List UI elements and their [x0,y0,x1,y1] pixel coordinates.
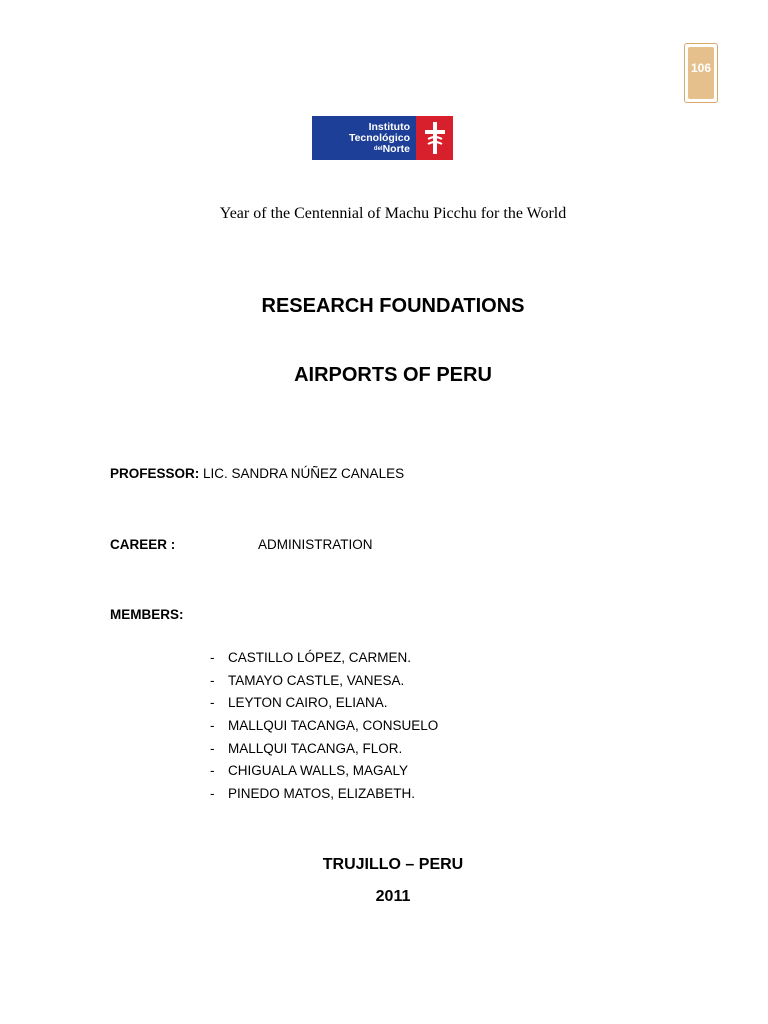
list-item: - PINEDO MATOS, ELIZABETH. [210,786,416,802]
list-item: - TAMAYO CASTLE, VANESA. [210,672,405,688]
list-item: - MALLQUI TACANGA, CONSUELO [210,718,439,734]
career-label: CAREER : [110,537,176,552]
document-topic: AIRPORTS OF PERU [294,364,492,386]
professor-field [110,466,404,481]
career-value: ADMINISTRATION [258,537,373,552]
page-number-badge [684,43,718,103]
list-item: - CASTILLO LÓPEZ, CARMEN. [210,650,412,665]
list-item: - LEYTON CAIRO, ELIANA. [210,695,388,711]
members-list [210,650,438,809]
logo-line-3-main: Norte [382,143,410,155]
list-item: - MALLQUI TACANGA, FLOR. [210,740,403,756]
footer-year: 2011 [375,888,411,905]
cross-emblem-icon [416,116,453,160]
list-item: - CHIGUALA WALLS, MAGALY [210,763,409,779]
logo-line-3-prefix: del [373,146,383,152]
institute-logo [312,116,453,160]
logo-line-1: Instituto [368,121,410,133]
logo-line-2: Tecnológico [348,132,410,144]
logo-line-3 [312,144,410,155]
logo-text-block [312,116,416,160]
professor-value: LIC. SANDRA NÚÑEZ CANALES [203,466,405,481]
subtitle-year-motto: Year of the Centennial of Machu Picchu for the World [219,205,567,222]
professor-label: PROFESSOR: [110,466,200,481]
footer-city: TRUJILLO – PERU [322,856,464,873]
document-title: RESEARCH FOUNDATIONS [261,295,525,317]
members-label: MEMBERS: [110,607,184,622]
page-number: 106 [688,47,714,99]
